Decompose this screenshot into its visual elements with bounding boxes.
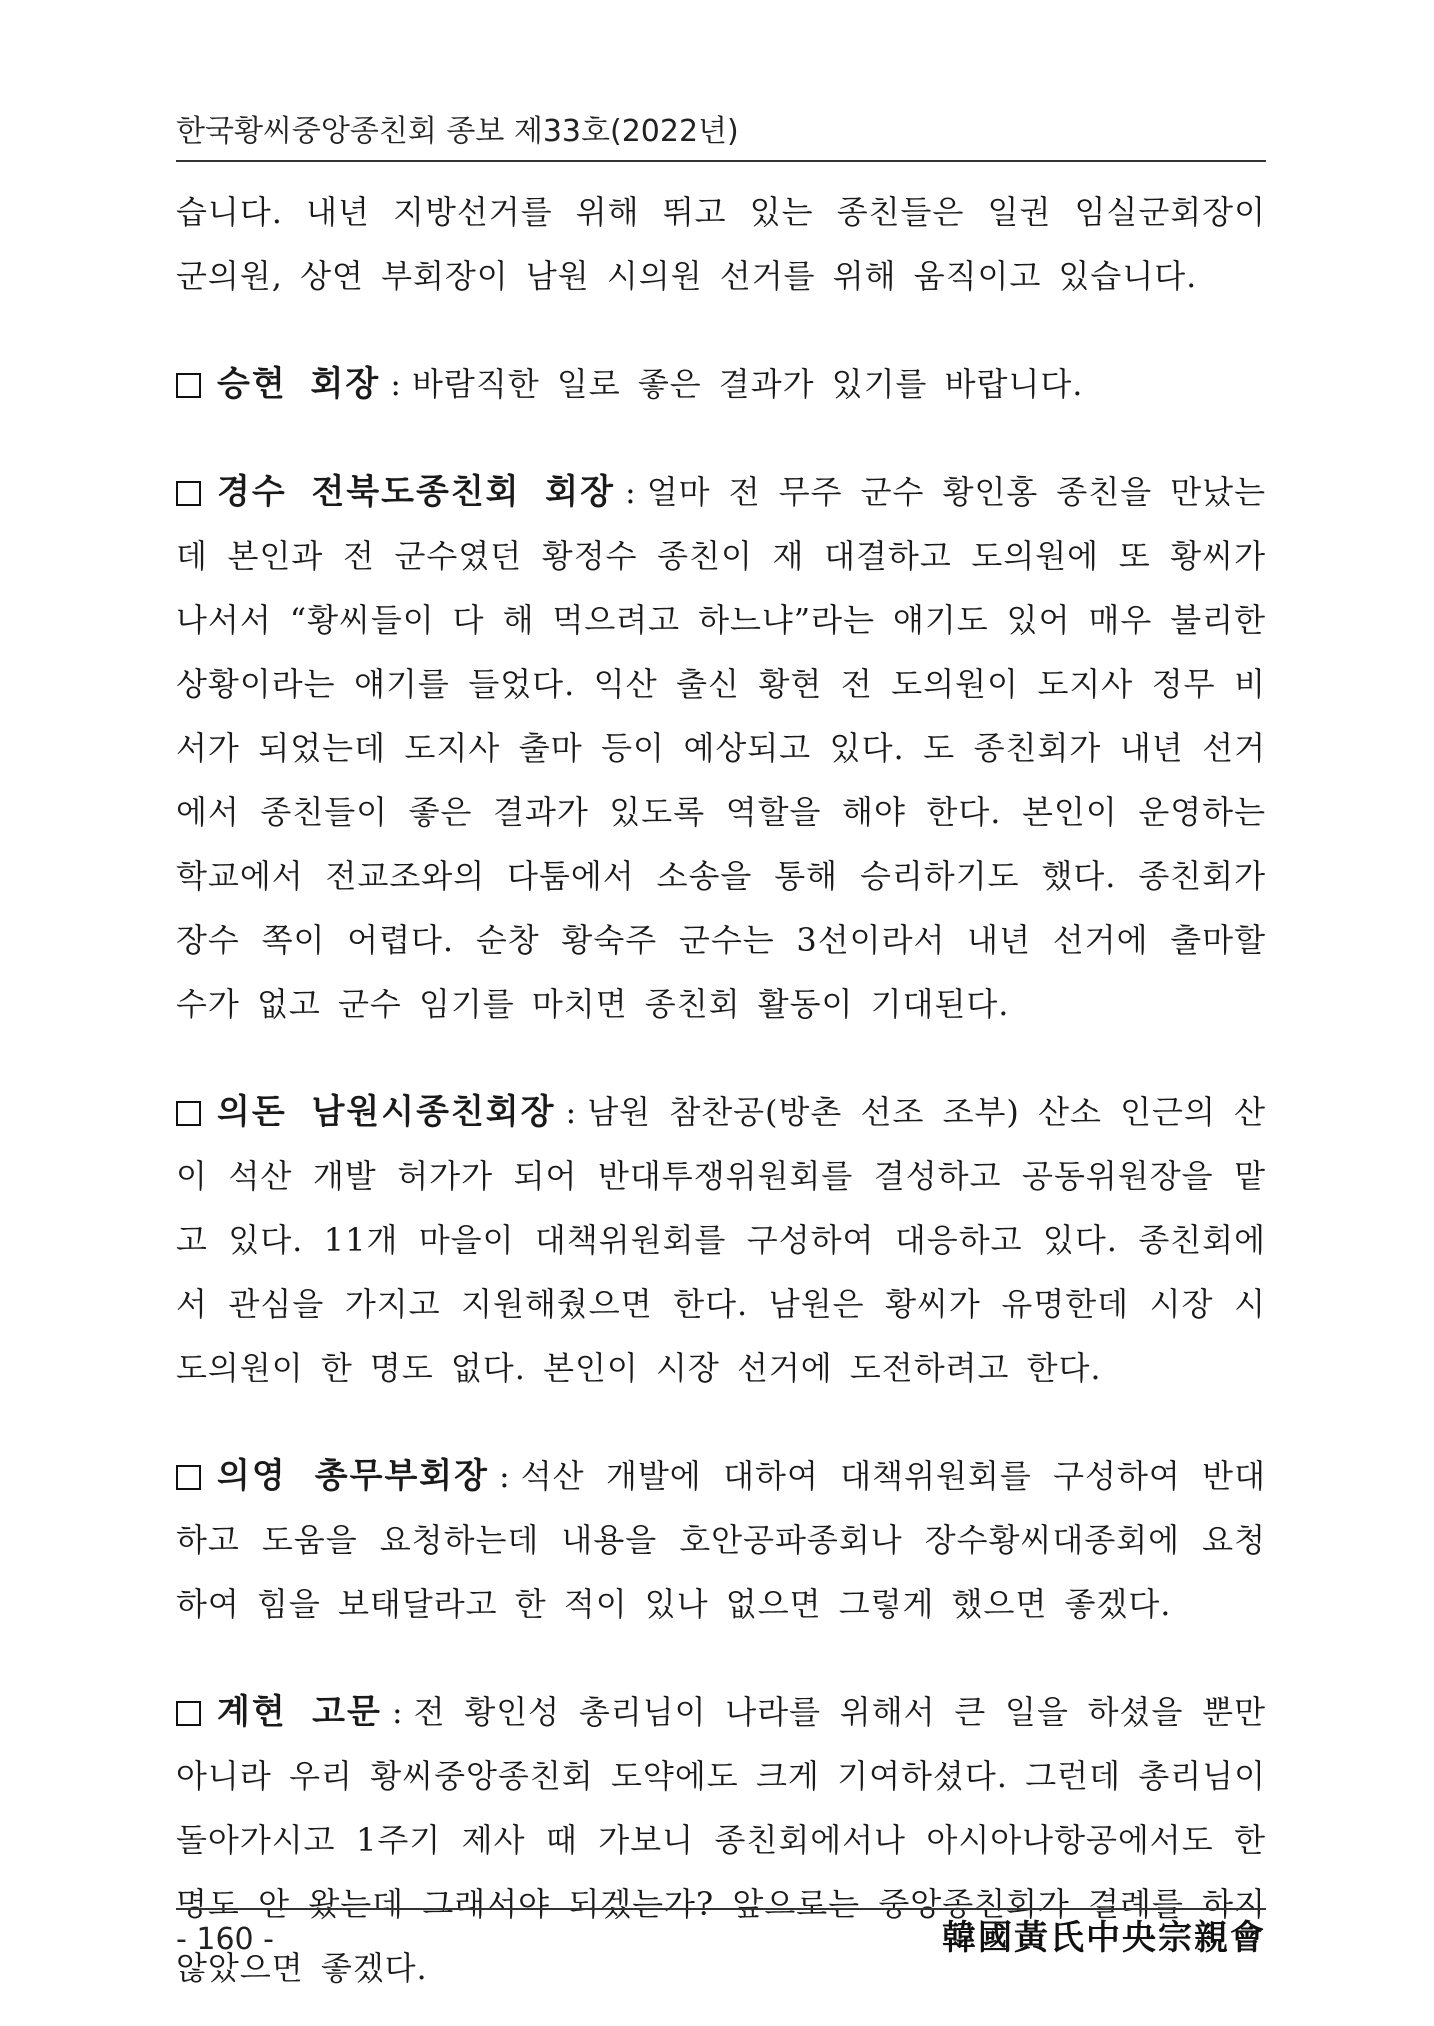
speaker-name: 계현 고문	[217, 1692, 382, 1732]
statement-text: 얼마 전 무주 군수 황인홍 종친을 만났는데 본인과 전 군수였던 황정수 종친이 재 대결하고 도의원에 또 황씨가 나서서 “황씨들이 다 해 먹으려고 하느냐”라는 얘기도 있어 매우 불리한 상황이라는 얘기를 들었다. 익산 출신 황현 전 도의원이 도지사 정무 비서가 되었는데 도지사 출마 등이 예상되고 있다. 도 종친회가 내년 선거에서 종친들이 좋은 결과가 있도록 역할을 해야 한다. 본인이 운영하는 학교에서 전교조와의 다툼에서 소송을 통해 승리하기도 했다. 종친회가 장수 쪽이 어렵다. 순창 황숙주 군수는 3선이라서 내년 선거에 출마할 수가 없고 군수 임기를 마치면 종친회 활동이 기대된다.	[176, 473, 1266, 1023]
statement-text: 석산 개발에 대하여 대책위원회를 구성하여 반대하고 도움을 요청하는데 내용을 호안공파종회나 장수황씨대종회에 요청하여 힘을 보태달라고 한 적이 있나 없으면 그렇게 했으면 좋겠다.	[176, 1457, 1266, 1623]
colon-separator: :	[498, 1457, 511, 1495]
checkbox-square-icon	[176, 373, 201, 398]
speaker-statement	[176, 1444, 1266, 1636]
colon-separator: :	[391, 1693, 404, 1731]
header-rule	[176, 160, 1266, 162]
organization-logo: 韓國黃氏中央宗親會	[942, 1918, 1266, 1958]
checkbox-square-icon	[176, 1101, 201, 1126]
speaker-statement	[176, 352, 1266, 416]
footer-rule	[176, 1908, 1266, 1910]
colon-separator: :	[565, 1093, 578, 1131]
running-header: 한국황씨중앙종친회 종보 제33호(2022년)	[176, 114, 739, 149]
page-number: - 160 -	[176, 1922, 274, 1957]
paragraph-text: 습니다. 내년 지방선거를 위해 뛰고 있는 종친들은 일권 임실군회장이 군의원, 상연 부회장이 남원 시의원 선거를 위해 움직이고 있습니다.	[176, 193, 1266, 295]
speaker-name: 승현 회장	[217, 364, 381, 404]
colon-separator: :	[624, 473, 637, 511]
speaker-name: 의돈 남원시종친회장	[217, 1092, 556, 1132]
statement-text: 전 황인성 총리님이 나라를 위해서 큰 일을 하셨을 뿐만 아니라 우리 황씨중앙종친회 도약에도 크게 기여하셨다. 그런데 총리님이 돌아가시고 1주기 제사 때 가보니 종친회에서나 아시아나항공에서도 한 명도 안 왔는데 그래서야 되겠는가? 앞으로는 중앙종친회가 결례를 하지 않았으면 좋겠다.	[176, 1693, 1266, 1987]
checkbox-square-icon	[176, 481, 201, 506]
checkbox-square-icon	[176, 1465, 201, 1490]
speaker-name: 의영 총무부회장	[217, 1456, 489, 1496]
speaker-statement	[176, 460, 1266, 1036]
colon-separator: :	[390, 365, 402, 403]
statement-text: 바람직한 일로 좋은 결과가 있기를 바랍니다.	[412, 365, 1084, 403]
speaker-name: 경수 전북도종친회 회장	[217, 472, 615, 512]
paragraph-continuation	[176, 180, 1266, 308]
statement-text: 남원 참찬공(방촌 선조 조부) 산소 인근의 산이 석산 개발 허가가 되어 반대투쟁위원회를 결성하고 공동위원장을 맡고 있다. 11개 마을이 대책위원회를 구성하여 대응하고 있다. 종친회에서 관심을 가지고 지원해줬으면 한다. 남원은 황씨가 유명한데 시장 시도의원이 한 명도 없다. 본인이 시장 선거에 도전하려고 한다.	[176, 1093, 1266, 1387]
speaker-statement	[176, 1080, 1266, 1400]
checkbox-square-icon	[176, 1701, 201, 1726]
main-content	[176, 180, 1266, 2000]
